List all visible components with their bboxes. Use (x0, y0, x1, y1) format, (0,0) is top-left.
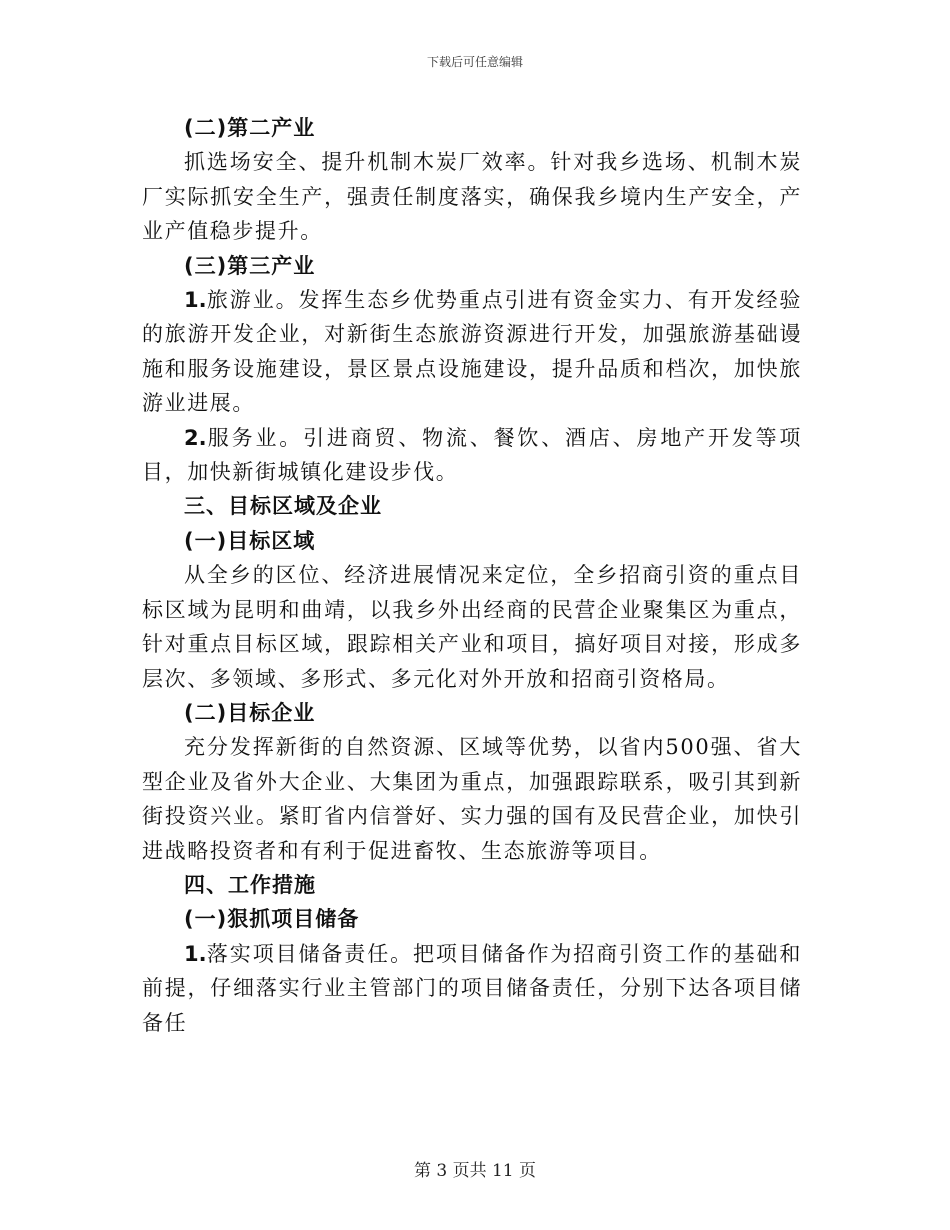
paragraph-tourism-text: 旅游业。发挥生态乡优势重点引进有资金实力、有开发经验的旅游开发企业，对新街生态旅游资源进行开发，加强旅游基础谩施和服务设施建设，景区景点设施建设，提升品质和档次，加快旅游业进展。 (142, 288, 802, 416)
heading-section-3: 三、目标区域及企业 (184, 494, 382, 519)
item-number: 1. (184, 941, 207, 966)
paragraph-project-reserve (142, 937, 802, 1040)
paragraph-tourism (142, 283, 802, 421)
page-header: 下载后可任意编辑 (426, 55, 523, 69)
document-body (142, 111, 802, 1040)
item-number: 1. (184, 288, 207, 313)
paragraph-project-reserve-text: 落实项目储备责任。把项目储备作为招商引资工作的基础和前提，仔细落实行业主管部门的项目储备责任，分别下达各项目储备任 (142, 941, 802, 1035)
item-number: 2. (184, 425, 207, 450)
page-footer: 第 3 页共 11 页 (413, 1161, 537, 1181)
paragraph-secondary-industry: 抓选场安全、提升机制木炭厂效率。针对我乡选场、机制木炭厂实际抓安全生产，强责任制度落实，确保我乡境内生产安全，产业产值稳步提升。 (142, 150, 802, 244)
heading-section-4: 四、工作措施 (184, 872, 316, 897)
paragraph-service (142, 421, 802, 490)
paragraph-target-area: 从全乡的区位、经济进展情况来定位，全乡招商引资的重点目标区域为昆明和曲靖，以我乡外出经商的民营企业聚集区为重点，针对重点目标区域，跟踪相关产业和项目，搞好项目对接，形成多层次、多领域、多形式、多元化对外开放和招商引资格局。 (142, 563, 802, 691)
heading-target-area: (一)目标区域 (184, 528, 316, 553)
heading-project-reserve: (一)狠抓项目储备 (184, 907, 360, 932)
heading-secondary-industry: (二)第二产业 (184, 116, 316, 140)
paragraph-service-text: 服务业。引进商贸、物流、餐饮、酒店、房地产开发等项目，加快新街城镇化建设步伐。 (142, 425, 802, 485)
heading-target-company: (二)目标企业 (184, 700, 316, 725)
heading-tertiary-industry: (三)第三产业 (184, 253, 316, 278)
paragraph-target-company: 充分发挥新街的自然资源、区域等优势，以省内500强、省大型企业及省外大企业、大集团为重点，加强跟踪联系，吸引其到新街投资兴业。紧盯省内信誉好、实力强的国有及民营企业，加快引进战略投资者和有利于促进畜牧、生态旅游等项目。 (142, 735, 802, 863)
